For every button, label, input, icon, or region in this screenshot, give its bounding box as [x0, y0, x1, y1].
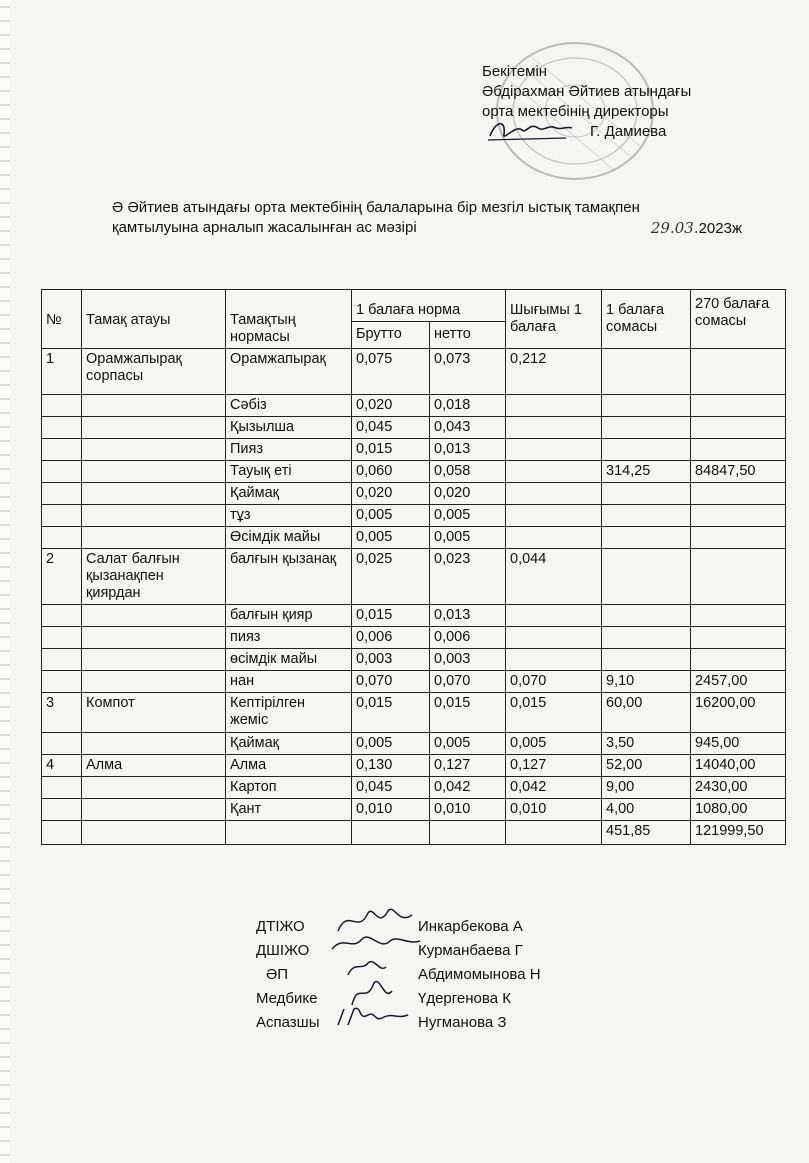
menu-table-body — [42, 349, 786, 845]
row-brutto: 0,070 — [352, 671, 430, 693]
title-line-1: Ә Әйтиев атындағы орта мектебінің балаларына бір мезгіл ыстық тамақпен — [112, 199, 640, 216]
row-dish: Салат балғын қызанақпен қиярдан — [82, 549, 226, 605]
header-cost-270: 270 балаға сомасы — [691, 290, 786, 349]
row-netto: 0,058 — [430, 461, 506, 483]
row-cost-270 — [691, 439, 786, 461]
header-per-child: 1 балаға норма — [352, 290, 506, 322]
row-netto: 0,006 — [430, 627, 506, 649]
table-row — [42, 799, 786, 821]
row-cost-270 — [691, 649, 786, 671]
table-row — [42, 693, 786, 733]
row-brutto: 0,015 — [352, 693, 430, 733]
row-yield — [506, 605, 602, 627]
row-cost-270 — [691, 605, 786, 627]
approval-line-2: Әбдірахман Әйтиев атындағы — [482, 83, 692, 100]
row-yield: 0,015 — [506, 693, 602, 733]
row-dish — [82, 799, 226, 821]
table-row — [42, 755, 786, 777]
row-item: Сәбіз — [226, 395, 352, 417]
row-cost-270: 1080,00 — [691, 799, 786, 821]
header-dish: Тамақ атауы — [82, 290, 226, 349]
row-netto: 0,020 — [430, 483, 506, 505]
approval-block — [482, 62, 691, 142]
row-cost-270: 2430,00 — [691, 777, 786, 799]
row-brutto: 0,005 — [352, 733, 430, 755]
row-netto: 0,043 — [430, 417, 506, 439]
row-cost-1: 52,00 — [602, 755, 691, 777]
header-norm: Тамақтың нормасы — [226, 290, 352, 349]
row-brutto: 0,015 — [352, 439, 430, 461]
row-cost-1 — [602, 649, 691, 671]
row-cost-270: 2457,00 — [691, 671, 786, 693]
table-row — [42, 821, 786, 845]
table-row — [42, 417, 786, 439]
row-netto: 0,127 — [430, 755, 506, 777]
row-cost-270 — [691, 505, 786, 527]
handwritten-date: 29.03. — [650, 219, 699, 237]
signature-name: Үдергенова К — [418, 990, 511, 1007]
row-num: 2 — [42, 549, 82, 605]
row-cost-270: 84847,50 — [691, 461, 786, 483]
header-consumption: Шығымы 1 балаға — [506, 290, 602, 349]
row-item: Қаймақ — [226, 483, 352, 505]
row-yield: 0,212 — [506, 349, 602, 395]
row-cost-1 — [602, 527, 691, 549]
scan-edge — [0, 0, 10, 1163]
row-dish: Орамжапырақ сорпасы — [82, 349, 226, 395]
signature-name: Нугманова З — [418, 1014, 507, 1031]
document-title — [112, 198, 762, 238]
row-item: Алма — [226, 755, 352, 777]
row-netto: 0,070 — [430, 671, 506, 693]
row-netto: 0,073 — [430, 349, 506, 395]
row-item: Қызылша — [226, 417, 352, 439]
row-dish: Компот — [82, 693, 226, 733]
row-cost-1: 314,25 — [602, 461, 691, 483]
menu-table — [41, 289, 786, 845]
row-dish — [82, 627, 226, 649]
row-brutto: 0,075 — [352, 349, 430, 395]
row-dish: Алма — [82, 755, 226, 777]
table-row — [42, 777, 786, 799]
row-yield — [506, 461, 602, 483]
table-row — [42, 605, 786, 627]
row-cost-270 — [691, 549, 786, 605]
row-netto: 0,003 — [430, 649, 506, 671]
row-netto: 0,013 — [430, 605, 506, 627]
signature-role: Аспазшы — [256, 1014, 320, 1031]
row-item: Кептірілген жеміс — [226, 693, 352, 733]
row-cost-1: 9,00 — [602, 777, 691, 799]
table-row — [42, 649, 786, 671]
signature-name: Инкарбекова А — [418, 918, 523, 935]
row-yield — [506, 527, 602, 549]
row-num: 3 — [42, 693, 82, 733]
row-num — [42, 505, 82, 527]
row-yield: 0,127 — [506, 755, 602, 777]
table-row — [42, 461, 786, 483]
row-item: Қаймақ — [226, 733, 352, 755]
row-netto — [430, 821, 506, 845]
row-dish — [82, 483, 226, 505]
row-netto: 0,023 — [430, 549, 506, 605]
table-row — [42, 439, 786, 461]
table-row — [42, 733, 786, 755]
row-yield: 0,010 — [506, 799, 602, 821]
row-cost-1 — [602, 417, 691, 439]
signature-role: Медбике — [256, 990, 318, 1007]
row-yield — [506, 821, 602, 845]
row-item: пияз — [226, 627, 352, 649]
row-num — [42, 733, 82, 755]
row-yield — [506, 395, 602, 417]
row-netto: 0,015 — [430, 693, 506, 733]
row-cost-270: 14040,00 — [691, 755, 786, 777]
row-dish — [82, 821, 226, 845]
row-brutto: 0,015 — [352, 605, 430, 627]
row-cost-1: 3,50 — [602, 733, 691, 755]
row-netto: 0,010 — [430, 799, 506, 821]
row-brutto: 0,010 — [352, 799, 430, 821]
row-num — [42, 461, 82, 483]
row-item: балғын қызанақ — [226, 549, 352, 605]
row-brutto: 0,005 — [352, 505, 430, 527]
row-cost-1 — [602, 549, 691, 605]
row-brutto: 0,060 — [352, 461, 430, 483]
row-num: 1 — [42, 349, 82, 395]
table-row — [42, 671, 786, 693]
table-row — [42, 627, 786, 649]
row-brutto: 0,045 — [352, 777, 430, 799]
title-line-2: қамтылуына арналып жасалынған ас мәзірі — [112, 219, 417, 236]
row-yield: 0,005 — [506, 733, 602, 755]
row-item: Қант — [226, 799, 352, 821]
row-brutto: 0,130 — [352, 755, 430, 777]
row-yield — [506, 649, 602, 671]
approval-line-1: Бекітемін — [482, 63, 548, 80]
row-yield — [506, 505, 602, 527]
row-dish — [82, 671, 226, 693]
row-item: тұз — [226, 505, 352, 527]
table-row — [42, 349, 786, 395]
row-cost-270 — [691, 527, 786, 549]
row-cost-1: 60,00 — [602, 693, 691, 733]
document-date — [651, 218, 742, 239]
row-cost-1 — [602, 439, 691, 461]
row-brutto: 0,025 — [352, 549, 430, 605]
signature-name: Абдимомынова Н — [418, 966, 541, 983]
signature-name: Курманбаева Г — [418, 942, 523, 959]
row-cost-270 — [691, 417, 786, 439]
row-dish — [82, 439, 226, 461]
row-item: Картоп — [226, 777, 352, 799]
row-cost-270 — [691, 483, 786, 505]
date-year: 2023ж — [698, 220, 742, 237]
row-item: өсімдік майы — [226, 649, 352, 671]
director-name: Г. Дамиева — [590, 123, 667, 140]
table-row — [42, 395, 786, 417]
row-num — [42, 821, 82, 845]
row-cost-1 — [602, 605, 691, 627]
row-yield: 0,070 — [506, 671, 602, 693]
row-yield — [506, 483, 602, 505]
row-cost-1 — [602, 349, 691, 395]
row-dish — [82, 733, 226, 755]
row-cost-270 — [691, 627, 786, 649]
row-netto: 0,005 — [430, 733, 506, 755]
table-row — [42, 505, 786, 527]
row-num — [42, 527, 82, 549]
row-dish — [82, 395, 226, 417]
row-num — [42, 777, 82, 799]
row-num — [42, 395, 82, 417]
table-row — [42, 527, 786, 549]
row-brutto — [352, 821, 430, 845]
row-num — [42, 799, 82, 821]
row-num: 4 — [42, 755, 82, 777]
row-num — [42, 627, 82, 649]
approval-line-3: орта мектебінің директоры — [482, 103, 669, 120]
row-cost-1: 451,85 — [602, 821, 691, 845]
row-cost-270: 945,00 — [691, 733, 786, 755]
row-item: балғын қияр — [226, 605, 352, 627]
row-brutto: 0,003 — [352, 649, 430, 671]
row-yield: 0,042 — [506, 777, 602, 799]
row-item: Өсімдік майы — [226, 527, 352, 549]
row-netto: 0,042 — [430, 777, 506, 799]
row-item: нан — [226, 671, 352, 693]
row-item: Пияз — [226, 439, 352, 461]
row-num — [42, 483, 82, 505]
row-num — [42, 439, 82, 461]
row-dish — [82, 527, 226, 549]
row-dish — [82, 605, 226, 627]
row-brutto: 0,020 — [352, 395, 430, 417]
header-cost-1: 1 балаға сомасы — [602, 290, 691, 349]
row-item: Орамжапырақ — [226, 349, 352, 395]
row-cost-1 — [602, 483, 691, 505]
row-num — [42, 605, 82, 627]
row-netto: 0,018 — [430, 395, 506, 417]
row-yield — [506, 417, 602, 439]
row-dish — [82, 777, 226, 799]
handwritten-signature — [328, 1001, 428, 1035]
signature-role: ДТІЖО — [256, 918, 305, 935]
row-brutto: 0,020 — [352, 483, 430, 505]
header-num: № — [42, 290, 82, 349]
row-dish — [82, 649, 226, 671]
row-cost-270 — [691, 395, 786, 417]
row-brutto: 0,005 — [352, 527, 430, 549]
row-num — [42, 671, 82, 693]
header-netto: нетто — [430, 322, 506, 349]
row-dish — [82, 417, 226, 439]
table-row — [42, 549, 786, 605]
row-cost-1: 9,10 — [602, 671, 691, 693]
row-brutto: 0,006 — [352, 627, 430, 649]
director-signature — [486, 116, 576, 144]
row-dish — [82, 461, 226, 483]
row-cost-270: 16200,00 — [691, 693, 786, 733]
row-cost-1 — [602, 505, 691, 527]
row-item — [226, 821, 352, 845]
row-cost-1 — [602, 395, 691, 417]
row-cost-1: 4,00 — [602, 799, 691, 821]
row-yield — [506, 627, 602, 649]
row-item: Тауық еті — [226, 461, 352, 483]
row-yield — [506, 439, 602, 461]
signature-role: ДШІЖО — [256, 942, 310, 959]
signature-role: ӘП — [266, 966, 289, 983]
table-row — [42, 483, 786, 505]
row-yield: 0,044 — [506, 549, 602, 605]
row-netto: 0,005 — [430, 527, 506, 549]
row-cost-270 — [691, 349, 786, 395]
row-cost-270: 121999,50 — [691, 821, 786, 845]
row-dish — [82, 505, 226, 527]
row-netto: 0,013 — [430, 439, 506, 461]
header-brutto: Брутто — [352, 322, 430, 349]
row-num — [42, 417, 82, 439]
row-brutto: 0,045 — [352, 417, 430, 439]
row-netto: 0,005 — [430, 505, 506, 527]
row-cost-1 — [602, 627, 691, 649]
row-num — [42, 649, 82, 671]
